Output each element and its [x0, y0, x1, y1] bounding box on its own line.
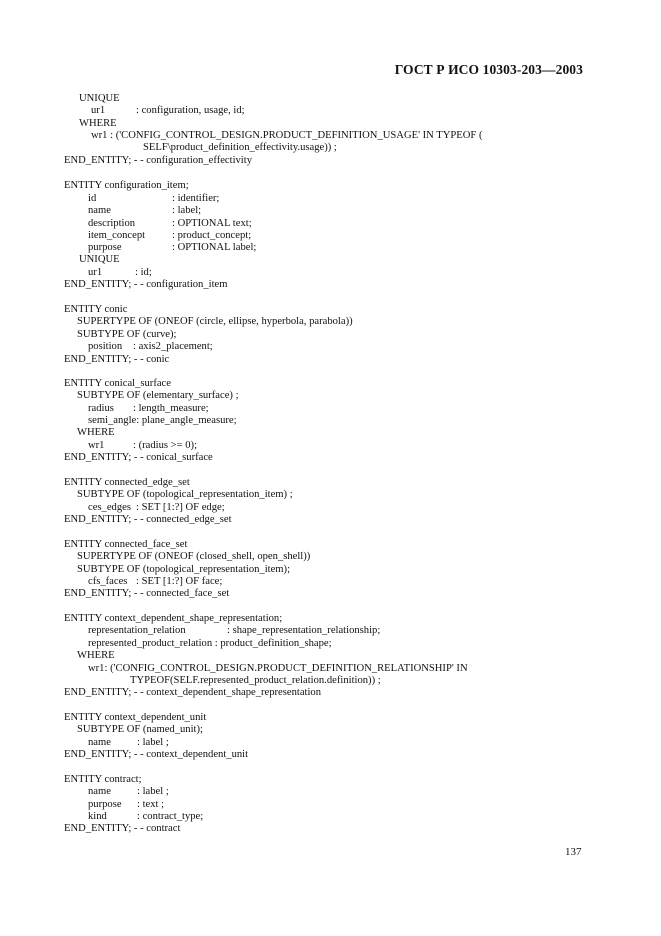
code-line-text: END_ENTITY; - - context_dependent_shape_representation	[64, 687, 322, 698]
code-line-text: purpose	[88, 799, 122, 810]
code-line	[143, 142, 337, 154]
code-line	[77, 489, 293, 501]
code-line	[64, 452, 213, 464]
code-line-text: END_ENTITY; - - conical_surface	[64, 452, 213, 463]
code-line	[88, 638, 332, 650]
code-line-text: UNIQUE	[79, 93, 120, 104]
code-line-text: wr1 : ('CONFIG_CONTROL_DESIGN.PRODUCT_DEFINITION_USAGE' IN TYPEOF (	[91, 130, 483, 141]
code-line	[88, 415, 237, 427]
code-line	[130, 675, 381, 687]
code-line-text: id	[88, 193, 97, 204]
code-line	[64, 613, 282, 625]
code-line	[64, 304, 127, 316]
code-line-text: wr1	[88, 440, 105, 451]
code-line-text: END_ENTITY; - - conic	[64, 354, 170, 365]
code-line-text: ENTITY connected_face_set	[64, 539, 188, 550]
code-line	[64, 774, 142, 786]
code-line-type: : label;	[172, 205, 202, 216]
code-line	[79, 254, 120, 266]
code-line	[64, 155, 252, 167]
code-line-type: : axis2_placement;	[133, 341, 213, 352]
code-line	[88, 663, 468, 675]
code-line-text: ENTITY contract;	[64, 774, 142, 785]
code-line-text: radius	[88, 403, 114, 414]
code-line-text: WHERE	[77, 427, 115, 438]
code-line-text: name	[88, 786, 111, 797]
code-line-text: ENTITY context_dependent_shape_representation;	[64, 613, 283, 624]
code-line-text: SUBTYPE OF (topological_representation_item);	[77, 564, 291, 575]
code-line	[88, 403, 209, 415]
code-line-text: ces_edges	[88, 502, 131, 513]
code-line-text: SUPERTYPE OF (ONEOF (circle, ellipse, hyperbola, parabola))	[77, 316, 353, 327]
code-line-text: UNIQUE	[79, 254, 120, 265]
code-line-text: END_ENTITY; - - context_dependent_unit	[64, 749, 249, 760]
code-line-type: : text ;	[137, 799, 165, 810]
code-line-text: cfs_faces	[88, 576, 128, 587]
code-line-type: : product_concept;	[172, 230, 252, 241]
code-line-text: wr1: ('CONFIG_CONTROL_DESIGN.PRODUCT_DEFINITION_RELATIONSHIP' IN	[88, 663, 468, 674]
code-line-type: : SET [1:?] OF face;	[136, 576, 223, 587]
code-line-text: semi_angle: plane_angle_measure;	[88, 415, 237, 426]
code-line	[77, 551, 310, 563]
code-line	[88, 625, 381, 637]
code-line-text: SUPERTYPE OF (ONEOF (closed_shell, open_shell))	[77, 551, 311, 562]
code-line-type: : OPTIONAL label;	[172, 242, 257, 253]
code-line-type: : OPTIONAL text;	[172, 218, 252, 229]
code-line-text: represented_product_relation : product_definition_shape;	[88, 638, 332, 649]
code-line-text: END_ENTITY; - - connected_face_set	[64, 588, 230, 599]
code-line	[64, 712, 206, 724]
code-line	[88, 230, 252, 242]
code-line	[88, 786, 169, 798]
code-line	[91, 105, 245, 117]
code-line-text: TYPEOF(SELF.represented_product_relation.definition)) ;	[130, 675, 381, 686]
code-line	[64, 279, 227, 291]
code-line	[77, 564, 290, 576]
code-line	[88, 576, 223, 588]
code-line	[77, 427, 115, 439]
page-number: 137	[565, 846, 582, 858]
code-line	[64, 749, 248, 761]
code-line	[88, 242, 257, 254]
code-line-type: : SET [1:?] OF edge;	[136, 502, 225, 513]
code-line-text: kind	[88, 811, 107, 822]
code-line-text: ur1	[91, 105, 106, 116]
code-line-type: : (radius >= 0);	[133, 440, 198, 451]
code-line-text: position	[88, 341, 123, 352]
code-line-text: item_concept	[88, 230, 146, 241]
code-line	[77, 316, 353, 328]
code-line	[64, 477, 190, 489]
code-line-text: purpose	[88, 242, 122, 253]
code-line	[64, 687, 321, 699]
code-line-text: WHERE	[77, 650, 115, 661]
code-line-text: ENTITY conic	[64, 304, 128, 315]
code-line-type: : length_measure;	[133, 403, 209, 414]
code-line	[77, 724, 203, 736]
code-line	[64, 823, 180, 835]
code-line	[64, 588, 229, 600]
code-line	[88, 502, 225, 514]
code-line-type: : configuration, usage, id;	[136, 105, 245, 116]
code-line-text: END_ENTITY; - - configuration_effectivity	[64, 155, 252, 166]
code-line	[64, 539, 187, 551]
code-line	[88, 341, 213, 353]
code-line	[88, 218, 252, 230]
code-line-text: SUBTYPE OF (named_unit);	[77, 724, 203, 735]
code-line	[77, 390, 239, 402]
code-line-text: description	[88, 218, 136, 229]
code-line-type: : label ;	[137, 737, 169, 748]
code-line	[88, 193, 220, 205]
code-line-type: : label ;	[137, 786, 169, 797]
code-line-text: SUBTYPE OF (elementary_surface) ;	[77, 390, 239, 401]
code-line	[64, 514, 232, 526]
code-line-text: ENTITY connected_edge_set	[64, 477, 190, 488]
code-line	[91, 130, 482, 142]
code-line-text: ENTITY context_dependent_unit	[64, 712, 207, 723]
code-line	[77, 329, 176, 341]
code-line-type: : contract_type;	[137, 811, 204, 822]
code-line	[88, 267, 152, 279]
code-line-type: : shape_representation_relationship;	[227, 625, 381, 636]
code-line	[88, 440, 198, 452]
code-line-text: SELF\product_definition_effectivity.usage)) ;	[143, 142, 337, 153]
code-line-text: SUBTYPE OF (curve);	[77, 329, 177, 340]
code-line	[79, 118, 117, 130]
code-line	[88, 811, 204, 823]
code-line	[88, 737, 169, 749]
code-line-text: representation_relation	[88, 625, 186, 636]
code-line-text: END_ENTITY; - - configuration_item	[64, 279, 228, 290]
page-header: ГОСТ Р ИСО 10303-203—2003	[394, 62, 583, 77]
code-line	[79, 93, 120, 105]
code-line-text: name	[88, 205, 111, 216]
code-line	[64, 180, 189, 192]
code-line-type: : identifier;	[172, 193, 220, 204]
code-line-text: END_ENTITY; - - connected_edge_set	[64, 514, 232, 525]
code-line	[77, 650, 115, 662]
code-line	[88, 205, 202, 217]
code-line	[64, 354, 169, 366]
code-line-text: name	[88, 737, 111, 748]
code-line-text: ur1	[88, 267, 103, 278]
code-line-text: ENTITY conical_surface	[64, 378, 171, 389]
code-line	[88, 799, 165, 811]
code-line	[64, 378, 171, 390]
code-line-text: WHERE	[79, 118, 117, 129]
code-line-text: ENTITY configuration_item;	[64, 180, 189, 191]
code-line-type: : id;	[135, 267, 152, 278]
code-line-text: SUBTYPE OF (topological_representation_item) ;	[77, 489, 293, 500]
code-line-text: END_ENTITY; - - contract	[64, 823, 181, 834]
